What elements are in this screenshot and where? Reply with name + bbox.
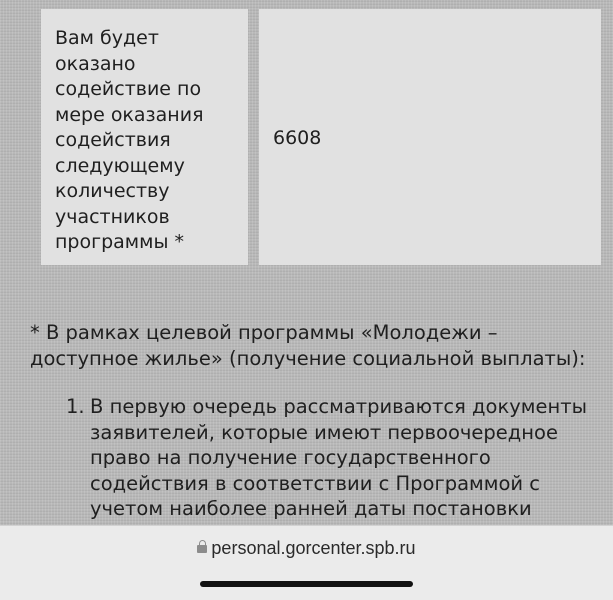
answer-value: 6608	[273, 127, 322, 149]
footnote-text: * В рамках целевой программы «Молодежи – доступное жилье» (получение социальной выплаты):	[30, 321, 586, 370]
lock-icon	[197, 545, 207, 553]
browser-bottom-bar	[0, 525, 613, 600]
info-table	[41, 9, 601, 265]
address-bar[interactable]	[0, 538, 613, 559]
answer-cell	[259, 9, 601, 265]
question-cell: Вам будет оказано содействие по мере оказания содействия следующему количеству участников программы *	[41, 9, 248, 265]
list-item	[66, 394, 596, 522]
home-indicator[interactable]	[200, 581, 413, 587]
url-text: personal.gorcenter.spb.ru	[211, 538, 416, 558]
rules-list	[66, 394, 596, 522]
list-item-text: В первую очередь рассматриваются документы заявителей, которые имеют первоочередное право на получение государственного содействия в соответствии с Программой с учетом наиболее ранней даты постановки	[90, 395, 587, 520]
list-item-number: 1.	[66, 395, 85, 418]
